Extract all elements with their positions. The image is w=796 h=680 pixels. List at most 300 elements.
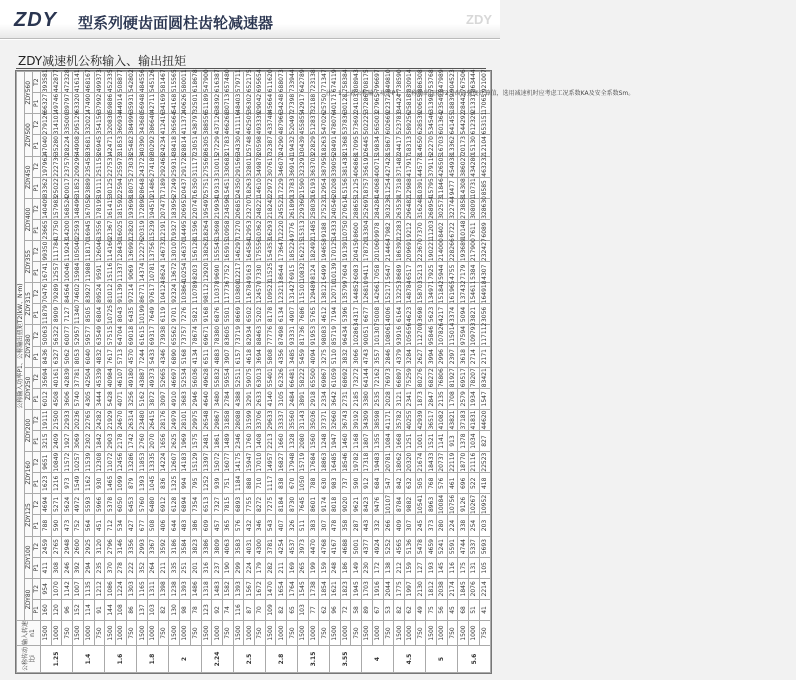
- speed-cell: 1500: [73, 621, 84, 646]
- value-cell: 1007: [73, 578, 84, 599]
- value-cell: 97214: [127, 283, 135, 303]
- value-cell: 4305: [83, 388, 94, 409]
- value-cell: 14200: [63, 220, 71, 240]
- value-cell: 35280: [53, 136, 61, 156]
- value-cell: 6050: [115, 494, 126, 515]
- value-cell: 108061: [384, 322, 392, 346]
- value-cell: 847989: [438, 69, 446, 93]
- value-cell: 209296: [74, 153, 82, 177]
- value-cell: 29867: [213, 410, 221, 430]
- value-cell: 21331: [470, 93, 478, 113]
- value-cell: 1560: [308, 431, 319, 452]
- value-cell: 132253: [395, 280, 403, 304]
- speed-cell: 1500: [137, 621, 148, 646]
- value-cell: 1408: [255, 431, 266, 452]
- value-cell: 771347: [320, 69, 328, 93]
- value-cell: 2760: [137, 431, 148, 452]
- value-cell: 8730: [287, 494, 298, 515]
- value-cell: 18313: [406, 136, 414, 156]
- value-cell: 6499: [319, 262, 330, 283]
- value-cell: 224: [447, 515, 458, 536]
- value-cell: 332021: [85, 111, 93, 135]
- value-cell: 3809: [212, 536, 223, 557]
- value-cell: 42917: [299, 93, 307, 113]
- value-cell: 437126: [213, 111, 221, 135]
- value-cell: 4356: [276, 346, 287, 367]
- value-cell: 352: [137, 557, 148, 578]
- value-cell: 237570: [63, 153, 71, 177]
- value-cell: 338: [458, 515, 469, 536]
- value-cell: 502225: [363, 111, 371, 135]
- value-cell: 115014: [449, 322, 457, 346]
- value-cell: 737: [340, 473, 351, 494]
- value-cell: 6511: [201, 346, 212, 367]
- value-cell: 1050: [297, 473, 308, 494]
- value-cell: 19782: [352, 452, 360, 472]
- value-cell: 17229: [277, 178, 285, 198]
- value-cell: 27398: [288, 93, 296, 113]
- value-cell: 8043: [115, 304, 126, 325]
- value-cell: 11340: [74, 304, 82, 324]
- value-cell: 1378: [458, 431, 469, 452]
- value-cell: 1760: [244, 431, 255, 452]
- value-cell: 274189: [149, 153, 157, 177]
- value-cell: 316248: [416, 196, 424, 219]
- size-header: ZDY200: [25, 409, 33, 451]
- value-cell: 179: [255, 557, 266, 578]
- value-cell: 4300: [255, 536, 266, 557]
- ratio-cell: 4.5: [394, 646, 426, 673]
- value-cell: 13672: [170, 262, 178, 282]
- value-cell: 1521: [426, 431, 437, 452]
- value-cell: 12607: [170, 452, 178, 472]
- value-cell: 8053: [73, 346, 84, 367]
- value-cell: 753768: [427, 69, 435, 93]
- ratio-cell: 2.5: [233, 646, 265, 673]
- value-cell: 10254: [181, 262, 189, 282]
- value-cell: 576: [437, 473, 448, 494]
- value-cell: 5396: [340, 304, 351, 325]
- value-cell: 46697: [170, 368, 178, 388]
- value-cell: 2044: [383, 578, 394, 599]
- value-cell: 7755: [244, 494, 255, 515]
- value-cell: 17010: [256, 452, 264, 472]
- value-cell: 7194: [329, 304, 340, 325]
- value-cell: 1135: [83, 578, 94, 599]
- speed-cell: 750: [319, 621, 330, 646]
- value-cell: 4694: [41, 494, 52, 515]
- value-cell: 96434: [342, 325, 350, 346]
- value-cell: 2633: [255, 388, 266, 409]
- value-cell: 2481: [201, 431, 212, 452]
- value-cell: 7058: [372, 262, 383, 283]
- value-cell: 137561: [149, 238, 157, 262]
- value-cell: 5162: [137, 388, 148, 409]
- value-cell: 13286: [127, 452, 135, 472]
- value-cell: 1668: [394, 431, 405, 452]
- value-cell: 657480: [224, 69, 232, 93]
- value-cell: 26945: [95, 136, 103, 156]
- value-cell: 1823: [340, 578, 351, 599]
- value-cell: 34330: [235, 136, 242, 156]
- table-row: [201, 72, 212, 673]
- value-cell: 124570: [256, 280, 264, 304]
- value-cell: 45: [447, 599, 458, 620]
- value-cell: 193689: [459, 238, 467, 262]
- value-cell: 5501: [222, 304, 233, 325]
- value-cell: 3973: [297, 536, 308, 557]
- value-cell: 89524: [95, 283, 103, 303]
- value-cell: 5647: [383, 262, 394, 283]
- value-cell: 438797: [192, 111, 200, 135]
- value-cell: 1460: [340, 431, 351, 452]
- value-cell: 105040: [74, 238, 82, 262]
- value-cell: 2397: [447, 346, 458, 367]
- t2-header: T2: [33, 578, 41, 599]
- value-cell: 406: [158, 515, 169, 536]
- value-cell: 473: [62, 515, 73, 536]
- value-cell: 12988: [406, 178, 414, 198]
- value-cell: 37992: [95, 93, 103, 113]
- value-cell: 5478: [415, 536, 426, 557]
- value-cell: 134971: [427, 280, 435, 304]
- value-cell: 10750: [342, 220, 350, 240]
- value-cell: 10731: [470, 178, 478, 198]
- value-cell: 22594: [117, 178, 125, 198]
- table-body: [41, 69, 491, 673]
- value-cell: 308091: [470, 196, 478, 219]
- table-row: [469, 72, 480, 673]
- value-cell: 21783: [224, 136, 232, 156]
- value-cell: 8644: [276, 262, 287, 283]
- value-cell: 22765: [85, 410, 93, 430]
- value-cell: 400715: [374, 153, 382, 177]
- value-cell: 3105: [276, 388, 287, 409]
- value-cell: 21674: [416, 452, 424, 472]
- value-cell: 505: [415, 473, 426, 494]
- value-cell: 11846: [438, 178, 446, 198]
- value-cell: 6157: [233, 346, 244, 367]
- size-header: ZDY80: [25, 578, 33, 620]
- value-cell: 123: [201, 599, 212, 620]
- t2-header: T2: [33, 72, 41, 93]
- value-cell: 37781: [74, 368, 82, 388]
- value-cell: 4972: [73, 494, 84, 515]
- value-cell: 6893: [233, 494, 244, 515]
- value-cell: 8784: [394, 494, 405, 515]
- value-cell: 190221: [427, 238, 435, 262]
- value-cell: 37371: [320, 410, 328, 430]
- size-header: ZDY100: [25, 536, 33, 578]
- value-cell: 207477: [160, 196, 168, 219]
- value-cell: 291566: [235, 153, 242, 177]
- value-cell: 13783: [288, 178, 296, 198]
- value-cell: 4755: [447, 262, 458, 283]
- value-cell: 42939: [416, 410, 424, 430]
- value-cell: 1142: [62, 578, 73, 599]
- value-cell: 3356: [126, 536, 137, 557]
- value-cell: 602669: [384, 111, 392, 135]
- value-cell: 199: [308, 557, 319, 578]
- value-cell: 122276: [138, 238, 146, 262]
- value-cell: 40984: [106, 368, 114, 388]
- value-cell: 14068: [374, 178, 382, 198]
- value-cell: 6119: [158, 304, 169, 325]
- value-cell: 138121: [320, 280, 328, 304]
- value-cell: 299: [233, 557, 244, 578]
- value-cell: 34309: [363, 410, 371, 430]
- value-cell: 68272: [427, 368, 435, 388]
- ratio-cell: 4: [362, 646, 394, 673]
- value-cell: 246: [62, 557, 73, 578]
- speed-cell: 1000: [148, 621, 159, 646]
- value-cell: 64144: [363, 368, 371, 388]
- value-cell: 3592: [158, 536, 169, 557]
- value-cell: 1165: [137, 578, 148, 599]
- value-cell: 116: [447, 557, 458, 578]
- speed-cell: 750: [255, 621, 266, 646]
- value-cell: 369141: [288, 153, 296, 177]
- value-cell: 25818: [406, 93, 414, 113]
- value-cell: 218242: [267, 196, 275, 219]
- value-cell: 68692: [342, 368, 350, 388]
- value-cell: 3872: [148, 388, 159, 409]
- value-cell: 4508: [51, 388, 62, 409]
- value-cell: 1861: [212, 431, 223, 452]
- p1-header: P1: [33, 388, 41, 409]
- value-cell: 2625: [169, 431, 180, 452]
- table-row: [51, 72, 62, 673]
- t2-header: T2: [33, 156, 41, 177]
- value-cell: 1483: [212, 578, 223, 599]
- value-cell: 8689: [394, 262, 405, 283]
- value-cell: 10952: [479, 494, 490, 515]
- value-cell: 589256: [406, 111, 414, 135]
- speed-cell: 1000: [372, 621, 383, 646]
- value-cell: 17189: [160, 178, 168, 198]
- value-cell: 842: [394, 473, 405, 494]
- value-cell: 5008: [372, 304, 383, 325]
- value-cell: 109: [265, 599, 276, 620]
- value-cell: 44908: [74, 136, 82, 156]
- value-cell: 15719: [299, 452, 307, 472]
- value-cell: 235: [94, 557, 105, 578]
- value-cell: 186: [340, 557, 351, 578]
- value-cell: 209691: [406, 238, 414, 262]
- value-cell: 295129: [74, 111, 82, 135]
- value-cell: 16025: [117, 220, 125, 240]
- value-cell: 91: [94, 599, 105, 620]
- value-cell: 618678: [192, 69, 200, 93]
- t2-header: T2: [33, 198, 41, 219]
- value-cell: 27965: [374, 93, 382, 113]
- torque-table: [16, 71, 491, 673]
- value-cell: 25751: [202, 178, 210, 198]
- speed-cell: 1000: [469, 621, 480, 646]
- value-cell: 1141: [437, 431, 448, 452]
- value-cell: 387950: [320, 153, 328, 177]
- value-cell: 10199: [138, 304, 146, 324]
- value-cell: 2346: [233, 431, 244, 452]
- value-cell: 178720: [363, 238, 371, 262]
- value-cell: 723138: [309, 69, 317, 93]
- value-cell: 411: [41, 557, 52, 578]
- value-cell: 92: [212, 599, 223, 620]
- value-cell: 1303: [126, 578, 137, 599]
- value-cell: 534546: [427, 111, 435, 135]
- value-cell: 220747: [192, 196, 200, 219]
- value-cell: 29042: [256, 93, 264, 113]
- value-cell: 17270: [235, 220, 242, 240]
- value-cell: 11572: [63, 452, 71, 472]
- value-cell: 5821: [190, 304, 201, 325]
- size-header: ZDY125: [25, 494, 33, 536]
- value-cell: 358: [340, 515, 351, 536]
- value-cell: 5966: [94, 494, 105, 515]
- value-cell: 138262: [202, 238, 210, 262]
- value-cell: 284284: [374, 196, 382, 219]
- value-cell: 1742: [126, 431, 137, 452]
- value-cell: 2784: [222, 388, 233, 409]
- value-cell: 3444: [94, 388, 105, 409]
- table-row: [458, 72, 469, 673]
- value-cell: 90051: [363, 325, 371, 346]
- value-cell: 12920: [202, 262, 210, 282]
- value-cell: 51: [469, 599, 480, 620]
- value-cell: 127: [415, 557, 426, 578]
- value-cell: 360934: [117, 111, 125, 135]
- value-cell: 43887: [138, 368, 146, 388]
- value-cell: 219934: [213, 196, 221, 219]
- value-cell: 373: [426, 515, 437, 536]
- page-header: [0, 0, 500, 40]
- value-cell: 32660: [331, 410, 339, 430]
- value-cell: 10781: [149, 262, 157, 282]
- value-cell: 454938: [449, 153, 457, 177]
- value-cell: 522: [469, 473, 480, 494]
- value-cell: 149: [351, 557, 362, 578]
- value-cell: 3821: [469, 304, 480, 325]
- value-cell: 4317: [351, 304, 362, 325]
- value-cell: 97594: [459, 325, 467, 346]
- value-cell: 126810: [363, 280, 371, 304]
- value-cell: 1117: [265, 473, 276, 494]
- value-cell: 1934: [469, 388, 480, 409]
- value-cell: 5760: [137, 494, 148, 515]
- value-cell: 5944: [437, 262, 448, 283]
- value-cell: 1045: [148, 473, 159, 494]
- value-cell: 411116: [235, 111, 242, 135]
- value-cell: 1224: [115, 578, 126, 599]
- value-cell: 227531: [106, 153, 114, 177]
- value-cell: 152: [73, 599, 84, 620]
- table-row: [212, 72, 223, 673]
- value-cell: 6134: [276, 304, 287, 325]
- value-cell: 1070: [51, 578, 62, 599]
- value-cell: 6677: [362, 304, 373, 325]
- value-cell: 10257: [74, 452, 82, 472]
- value-cell: 10139: [331, 262, 339, 282]
- value-cell: 41831: [470, 410, 478, 430]
- value-cell: 2130: [415, 578, 426, 599]
- speed-cell: 1500: [426, 621, 437, 646]
- value-cell: 146370: [181, 238, 189, 262]
- value-cell: 590: [51, 515, 62, 536]
- value-cell: 126046: [95, 238, 103, 262]
- value-cell: 611620: [267, 69, 275, 93]
- value-cell: 4743: [362, 346, 373, 367]
- value-cell: 11525: [267, 262, 275, 282]
- value-cell: 120710: [331, 280, 339, 304]
- value-cell: 15947: [245, 452, 253, 472]
- value-cell: 3186: [169, 536, 180, 557]
- value-cell: 194510: [149, 196, 157, 219]
- value-cell: 52665: [160, 368, 168, 388]
- t2-header: T2: [33, 494, 41, 515]
- value-cell: 49373: [149, 368, 157, 388]
- value-cell: 14650: [416, 136, 424, 156]
- value-cell: 206951: [181, 196, 189, 219]
- value-cell: 2846: [383, 346, 394, 367]
- value-cell: 49: [415, 599, 426, 620]
- value-cell: 31852: [74, 178, 82, 198]
- value-cell: 2484: [287, 388, 298, 409]
- value-cell: 140409: [42, 196, 50, 219]
- speed-cell: 750: [62, 621, 73, 646]
- speed-cell: 1500: [362, 621, 373, 646]
- size-header: ZDY450: [25, 156, 33, 198]
- value-cell: 78: [190, 599, 201, 620]
- value-cell: 5459: [297, 346, 308, 367]
- t2-header: T2: [33, 367, 41, 388]
- value-cell: 222736: [53, 153, 61, 177]
- value-cell: 4768: [319, 536, 330, 557]
- value-cell: 22593: [74, 220, 82, 240]
- value-cell: 2135: [437, 388, 448, 409]
- value-cell: 349878: [256, 153, 264, 177]
- value-cell: 17684: [309, 452, 317, 472]
- value-cell: 8585: [479, 177, 490, 198]
- value-cell: 138: [383, 557, 394, 578]
- value-cell: 13362: [449, 136, 457, 156]
- value-cell: 169: [287, 557, 298, 578]
- value-cell: 59577: [85, 325, 93, 346]
- value-cell: 24103: [352, 93, 360, 113]
- value-cell: 2185: [351, 388, 362, 409]
- value-cell: 19483: [374, 452, 382, 472]
- value-cell: 14957: [267, 452, 275, 472]
- value-cell: 75259: [406, 368, 414, 388]
- value-cell: 13335: [149, 452, 157, 472]
- value-cell: 278: [115, 557, 126, 578]
- ratio-cell: 2.8: [265, 646, 297, 673]
- speed-cell: 750: [287, 621, 298, 646]
- p1-header: P1: [33, 515, 41, 536]
- value-cell: 2948: [62, 536, 73, 557]
- value-cell: 4071: [115, 388, 126, 409]
- value-cell: 58222: [299, 368, 307, 388]
- value-cell: 3823: [190, 536, 201, 557]
- table-row: [137, 72, 148, 673]
- value-cell: 13556: [95, 220, 103, 240]
- table-row: [287, 72, 298, 673]
- value-cell: 412416: [160, 111, 168, 135]
- value-cell: 2409: [51, 431, 62, 452]
- value-cell: 4063: [222, 536, 233, 557]
- value-cell: 15984: [74, 262, 82, 282]
- value-cell: 5591: [447, 536, 458, 557]
- value-cell: 886308: [416, 69, 424, 93]
